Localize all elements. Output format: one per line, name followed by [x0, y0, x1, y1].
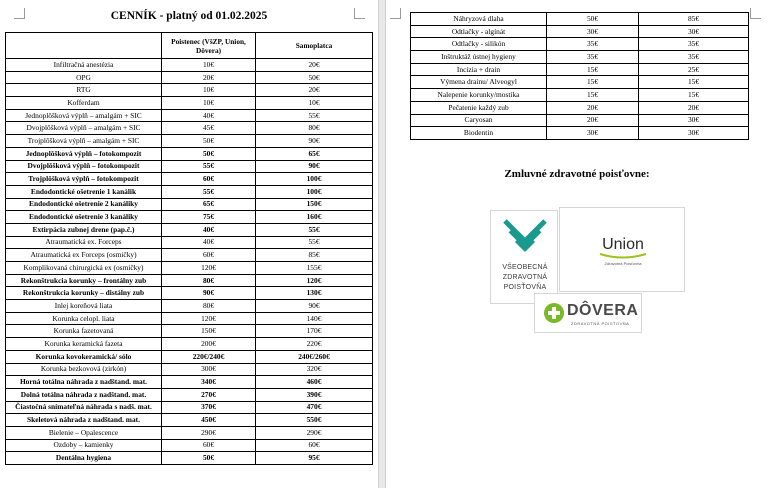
crop-mark — [750, 8, 761, 19]
service-name: Komplikovaná chirurgická ex (osmičky) — [6, 262, 162, 275]
insured-price: 30€ — [547, 25, 639, 38]
self-payer-price: 20€ — [256, 84, 373, 97]
insured-price: 65€ — [162, 198, 256, 211]
self-payer-price: 90€ — [256, 135, 373, 148]
self-payer-price: 100€ — [256, 185, 373, 198]
insured-price: 450€ — [162, 414, 256, 427]
self-payer-price: 30€ — [639, 127, 749, 140]
service-name: Dvojplôšková výplň – amalgám + SIC — [6, 122, 162, 135]
table-row — [6, 97, 373, 110]
insured-price: 50€ — [162, 147, 256, 160]
insured-price: 20€ — [547, 114, 639, 127]
service-name: Nalepenie korunky/mostíka — [411, 89, 547, 102]
service-name: Infiltračná anestézia — [6, 59, 162, 72]
insured-price: 10€ — [162, 97, 256, 110]
dovera-cross-icon — [543, 302, 565, 324]
self-payer-price: 320€ — [256, 363, 373, 376]
vszp-logo — [490, 210, 558, 304]
table-row — [6, 71, 373, 84]
service-name: Pečatenie každý zub — [411, 101, 547, 114]
insured-price: 15€ — [547, 89, 639, 102]
table-row — [6, 338, 373, 351]
self-payer-price: 95€ — [256, 452, 373, 465]
self-payer-price: 550€ — [256, 414, 373, 427]
service-name: Korunka keramická fazeta — [6, 338, 162, 351]
table-row — [6, 249, 373, 262]
vszp-line-2: ZDRAVOTNÁ — [502, 274, 548, 281]
self-payer-price: 160€ — [256, 211, 373, 224]
service-name: Endodontické ošetrenie 3 kanáliky — [6, 211, 162, 224]
self-payer-price: 25€ — [639, 63, 749, 76]
service-name: Jednoplôšková výplň – amalgám + SIC — [6, 109, 162, 122]
table-row — [6, 223, 373, 236]
self-payer-price: 470€ — [256, 401, 373, 414]
insured-price: 60€ — [162, 173, 256, 186]
vszp-line-1: VŠEOBECNÁ — [502, 264, 548, 271]
service-name: Korunka fazetovaná — [6, 325, 162, 338]
self-payer-price: 80€ — [256, 122, 373, 135]
insured-price: 55€ — [162, 185, 256, 198]
service-name: RTG — [6, 84, 162, 97]
insured-price: 20€ — [547, 101, 639, 114]
self-payer-price: 220€ — [256, 338, 373, 351]
self-payer-price: 85€ — [639, 13, 749, 26]
column-header-insured: Poistenec (VšZP, Union, Dôvera) — [162, 33, 256, 59]
insured-price: 50€ — [162, 452, 256, 465]
table-row — [6, 198, 373, 211]
self-payer-price: 30€ — [639, 25, 749, 38]
insured-price: 15€ — [547, 63, 639, 76]
self-payer-price: 130€ — [256, 287, 373, 300]
service-name: Korunka celopl. liata — [6, 312, 162, 325]
self-payer-price: 55€ — [256, 223, 373, 236]
insured-price: 200€ — [162, 338, 256, 351]
service-name: Atraumatická ex Forceps (osmičky) — [6, 249, 162, 262]
page-title: CENNÍK - platný od 01.02.2025 — [110, 10, 268, 22]
service-name: Rekonštrukcia korunky – distálny zub — [6, 287, 162, 300]
insured-price: 35€ — [547, 51, 639, 64]
table-row — [411, 63, 749, 76]
union-name: Union — [602, 236, 644, 253]
insured-price: 75€ — [162, 211, 256, 224]
table-row — [6, 135, 373, 148]
insured-price: 370€ — [162, 401, 256, 414]
dovera-logo — [534, 293, 642, 333]
table-row — [411, 25, 749, 38]
service-name: Dvojplôšková výplň – fotokompozit — [6, 160, 162, 173]
self-payer-price: 55€ — [256, 236, 373, 249]
service-name: OPG — [6, 71, 162, 84]
self-payer-price: 15€ — [639, 76, 749, 89]
table-row — [411, 101, 749, 114]
self-payer-price: 10€ — [256, 97, 373, 110]
insured-price: 120€ — [162, 312, 256, 325]
self-payer-price: 390€ — [256, 388, 373, 401]
table-row — [6, 312, 373, 325]
table-row — [6, 287, 373, 300]
self-payer-price: 15€ — [639, 89, 749, 102]
insured-price: 40€ — [162, 223, 256, 236]
insured-price: 40€ — [162, 109, 256, 122]
insurers-title: Zmluvné zdravotné poisťovne: — [504, 168, 650, 180]
insured-price: 270€ — [162, 388, 256, 401]
page-gutter — [378, 0, 386, 488]
union-logo — [559, 207, 685, 292]
service-name: Rekonštrukcia korunky – frontálny zub — [6, 274, 162, 287]
service-name: Čiastočná snímateľná náhrada s nadš. mat. — [6, 401, 162, 414]
table-row — [6, 376, 373, 389]
insured-price: 30€ — [547, 127, 639, 140]
table-row — [411, 38, 749, 51]
service-name: Dentálna hygiena — [6, 452, 162, 465]
table-row — [6, 350, 373, 363]
self-payer-price: 85€ — [256, 249, 373, 262]
insured-price: 300€ — [162, 363, 256, 376]
service-name: Korunka kovokeramická/ sólo — [6, 350, 162, 363]
table-row — [6, 388, 373, 401]
price-table — [5, 32, 373, 465]
table-row — [6, 173, 373, 186]
union-subtitle: Zdravotná Poisťovňa — [604, 261, 642, 266]
table-row — [411, 89, 749, 102]
table-row — [6, 160, 373, 173]
self-payer-price: 155€ — [256, 262, 373, 275]
insured-price: 50€ — [162, 135, 256, 148]
price-table-continued — [410, 12, 749, 140]
insured-price: 10€ — [162, 59, 256, 72]
service-name: Inlej koreňová liata — [6, 300, 162, 313]
service-name: Náhryzová dlaha — [411, 13, 547, 26]
table-row — [6, 414, 373, 427]
insured-price: 340€ — [162, 376, 256, 389]
table-row — [6, 211, 373, 224]
service-name: Extirpácia zubnej drene (pap.č.) — [6, 223, 162, 236]
self-payer-price: 90€ — [256, 160, 373, 173]
table-row — [6, 325, 373, 338]
self-payer-price: 290€ — [256, 426, 373, 439]
crop-mark — [390, 8, 401, 19]
insured-price: 60€ — [162, 439, 256, 452]
insured-price: 15€ — [547, 76, 639, 89]
table-row — [411, 76, 749, 89]
page-right — [386, 0, 768, 488]
column-header-service — [6, 33, 162, 59]
service-name: Bielenie – Opalescence — [6, 426, 162, 439]
service-name: Jednoplôšková výplň – fotokompozit — [6, 147, 162, 160]
service-name: Inštruktáž ústnej hygieny — [411, 51, 547, 64]
self-payer-price: 30€ — [639, 114, 749, 127]
page-left — [0, 0, 378, 488]
vszp-heart-icon — [491, 211, 559, 261]
table-row — [411, 51, 749, 64]
table-row — [6, 236, 373, 249]
self-payer-price: 55€ — [256, 109, 373, 122]
insured-price: 55€ — [162, 160, 256, 173]
vszp-line-3: POISŤOVŇA — [503, 284, 547, 291]
service-name: Incízia + drain — [411, 63, 547, 76]
insured-price: 80€ — [162, 300, 256, 313]
dovera-subtitle: ZDRAVOTNÁ POISŤOVŇA — [571, 321, 630, 326]
insured-price: 290€ — [162, 426, 256, 439]
service-name: Horná totálna náhrada z nadštand. mat. — [6, 376, 162, 389]
column-header-self-payer: Samoplatca — [256, 33, 373, 59]
service-name: Endodontické ošetrenie 2 kanáliky — [6, 198, 162, 211]
self-payer-price: 120€ — [256, 274, 373, 287]
service-name: Caryosan — [411, 114, 547, 127]
table-row — [6, 439, 373, 452]
table-row — [6, 84, 373, 97]
self-payer-price: 100€ — [256, 173, 373, 186]
table-row — [6, 147, 373, 160]
insured-price: 220€/240€ — [162, 350, 256, 363]
insured-price: 150€ — [162, 325, 256, 338]
table-row — [6, 59, 373, 72]
table-row — [6, 109, 373, 122]
self-payer-price: 60€ — [256, 439, 373, 452]
service-name: Dolná totálna náhrada z nadštand. mat. — [6, 388, 162, 401]
table-row — [411, 114, 749, 127]
self-payer-price: 20€ — [256, 59, 373, 72]
union-swoosh-icon — [598, 252, 648, 260]
dovera-name: DÔVERA — [567, 302, 639, 319]
self-payer-price: 460€ — [256, 376, 373, 389]
table-row — [6, 426, 373, 439]
insured-price: 60€ — [162, 249, 256, 262]
service-name: Korunka bezkovová (zirkón) — [6, 363, 162, 376]
table-row — [6, 363, 373, 376]
table-row — [6, 185, 373, 198]
self-payer-price: 35€ — [639, 51, 749, 64]
insured-price: 90€ — [162, 287, 256, 300]
service-name: Endodontické ošetrenie 1 kanálik — [6, 185, 162, 198]
insured-price: 35€ — [547, 38, 639, 51]
insured-price: 40€ — [162, 236, 256, 249]
table-row — [6, 122, 373, 135]
table-row — [6, 300, 373, 313]
self-payer-price: 65€ — [256, 147, 373, 160]
service-name: Odtlačky - algínát — [411, 25, 547, 38]
self-payer-price: 20€ — [639, 101, 749, 114]
service-name: Atraumatická ex. Forceps — [6, 236, 162, 249]
insured-price: 120€ — [162, 262, 256, 275]
service-name: Trojplôšková výplň – amalgám + SIC — [6, 135, 162, 148]
self-payer-price: 35€ — [639, 38, 749, 51]
service-name: Biodentin — [411, 127, 547, 140]
insured-price: 20€ — [162, 71, 256, 84]
service-name: Výmena drainu/ Alveogyl — [411, 76, 547, 89]
self-payer-price: 140€ — [256, 312, 373, 325]
insured-price: 80€ — [162, 274, 256, 287]
self-payer-price: 170€ — [256, 325, 373, 338]
self-payer-price: 240€/260€ — [256, 350, 373, 363]
self-payer-price: 150€ — [256, 198, 373, 211]
service-name: Trojplôšková výplň – fotokompozit — [6, 173, 162, 186]
self-payer-price: 50€ — [256, 71, 373, 84]
service-name: Ozdoby – kamienky — [6, 439, 162, 452]
insured-price: 45€ — [162, 122, 256, 135]
table-row — [6, 401, 373, 414]
service-name: Odtlačky - silikón — [411, 38, 547, 51]
table-row — [411, 127, 749, 140]
table-row — [6, 262, 373, 275]
table-row — [411, 13, 749, 26]
service-name: Skeletová náhrada z nadštand. mat. — [6, 414, 162, 427]
self-payer-price: 90€ — [256, 300, 373, 313]
service-name: Kofferdam — [6, 97, 162, 110]
table-row — [6, 452, 373, 465]
insured-price: 50€ — [547, 13, 639, 26]
insured-price: 10€ — [162, 84, 256, 97]
table-row — [6, 274, 373, 287]
